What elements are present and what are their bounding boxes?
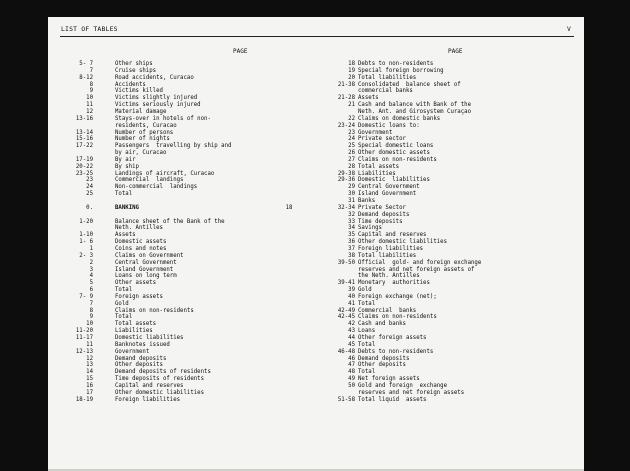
table-title: Total [115,191,133,198]
table-number: 15-16 [75,136,93,143]
table-title: Island Government [358,191,417,198]
table-number: 13 [86,362,93,369]
table-number: 33 [348,218,355,225]
table-number: 10 [86,321,93,328]
table-title: Gold [358,287,372,294]
table-number: 39-41 [337,280,355,287]
table-number: 23 [348,129,355,136]
toc-row [321,397,581,404]
table-title: Total liquid assets [358,396,427,403]
table-title: Cash and balance with Bank of the [358,102,471,109]
table-number: 42-45 [337,314,355,321]
table-title: Time deposits [358,218,403,225]
left-page-column-header: PAGE [233,48,248,55]
table-number: 48 [348,369,355,376]
table-title: Commercial banks [358,307,417,314]
table-number: 4 [89,273,93,280]
table-number: 21 [348,102,355,109]
table-number: 2 [89,259,93,266]
table-title: Gold [115,300,129,307]
table-title: Claims on non-residents [115,307,194,314]
header-rule [60,36,574,37]
table-number: 41 [348,300,355,307]
table-title: Island Government [115,266,174,273]
table-title: Total [115,314,133,321]
table-title: Road accidents, Curacao [115,74,194,81]
table-title: Other domestic liabilities [115,389,205,396]
table-title: BANKING [115,204,139,211]
table-title: Domestic liabilities [358,177,430,184]
table-number: 17-19 [75,156,93,163]
table-number: 12 [86,108,93,115]
table-number: 21-38 [337,81,355,88]
table-number: 32-34 [337,204,355,211]
table-title: Government [358,129,393,136]
table-number: 46 [348,355,355,362]
table-title: Non-commercial landings [115,184,198,191]
table-number: 11 [86,341,93,348]
table-title: Total assets [115,321,157,328]
table-title: Special domestic loans [358,143,434,150]
table-title: Other domestic assets [358,150,430,157]
table-title: Victims slightly injured [115,95,198,102]
toc-row [60,397,320,404]
table-number: 8 [89,81,93,88]
table-title: Claims on Government [115,252,184,259]
table-number: 50 [348,382,355,389]
table-number: 5 [89,280,93,287]
table-number: 3 [89,266,93,273]
table-title: reserves and net foreign assets [358,389,465,396]
right-page-column-header: PAGE [448,48,463,55]
table-number: 6 [89,287,93,294]
table-number: 29-36 [337,177,355,184]
table-number: 23-25 [75,170,93,177]
table-title: Debts to non-residents [358,61,434,67]
table-title: Balance sheet of the Bank of the [115,218,225,225]
table-title: residents, Curacao [115,122,177,129]
table-number: 51-58 [337,396,355,403]
table-number: 18-19 [75,396,93,403]
table-number: 24 [86,184,93,191]
table-title: Other foreign assets [358,335,427,341]
table-number: 44 [348,335,355,341]
table-title: Claims on non-residents [358,156,437,163]
table-title: Total liabilities [358,252,417,259]
table-title: Official gold- and foreign exchange [358,259,482,266]
table-number: 11-17 [75,335,93,341]
table-number: 1-20 [79,218,93,225]
table-number: 49 [348,376,355,383]
table-number: 1 [89,245,93,252]
table-title: Assets [115,232,136,239]
table-title: Other domestic liabilities [358,239,448,246]
table-number: 8-12 [79,74,93,81]
table-title: Stays-over in hotels of non- [115,115,211,122]
table-number: 46-48 [337,348,355,355]
table-title: Other assets [115,280,157,287]
table-title: Special foreign borrowing [358,67,444,74]
table-title: Accidents [115,81,146,88]
table-title: Savings [358,225,382,232]
table-title: Private sector [358,136,406,143]
table-number: 20-22 [75,163,93,170]
table-title: Monetary authorities [358,280,430,287]
table-title: Consolidated balance sheet of [358,81,461,88]
table-number: 7 [89,67,93,74]
table-title: Cruise ships [115,67,157,74]
table-number: 7- 9 [79,293,93,300]
table-title: Debts to non-residents [358,348,434,355]
table-number: 9 [89,88,93,95]
table-title: Time deposits of residents [115,376,205,383]
table-title: Other ships [115,61,153,67]
page-number: V [567,25,572,33]
table-title: Liabilities [358,170,396,177]
table-title: Total [358,300,376,307]
table-number: 17-22 [75,143,93,150]
table-title: Capital and reserves [115,382,184,389]
table-number: 9 [89,314,93,321]
table-title: Total [358,369,376,376]
table-number: 14 [86,369,93,376]
table-number: 20 [348,74,355,81]
table-title: Demand deposits [115,355,167,362]
table-number: 11-20 [75,328,93,335]
table-number: 25 [86,191,93,198]
table-number: 36 [348,239,355,246]
table-title: Neth. Antilles [115,225,163,232]
table-number: 8 [89,307,93,314]
table-number: 34 [348,225,355,232]
table-title: Number of nights [115,136,170,143]
table-number: 17 [86,389,93,396]
table-title: Demand deposits [358,211,410,218]
table-title: Net foreign assets [358,376,420,383]
table-title: Other deposits [358,362,406,369]
table-title: Total liabilities [358,74,417,81]
table-title: Total [358,341,376,348]
table-number: 30 [348,191,355,198]
table-number: 27 [348,156,355,163]
table-title: By ship [115,163,139,170]
table-title: Foreign liabilities [115,396,181,403]
table-number: 10 [86,95,93,102]
table-number: 18 [348,61,355,67]
table-title: Other deposits [115,362,163,369]
table-number: 28 [348,163,355,170]
running-header-title: LIST OF TABLES [61,25,118,33]
table-number: 16 [86,382,93,389]
table-title: Total assets [358,163,400,170]
table-number: 37 [348,245,355,252]
table-title: Foreign assets [115,293,163,300]
table-number: 23-24 [337,122,355,129]
table-title: Victims seriously injured [115,102,201,109]
table-number: 1- 6 [79,239,93,246]
table-number: 45 [348,341,355,348]
table-number: 24 [348,136,355,143]
table-title: reserves and net foreign assets of [358,266,475,273]
table-title: Claims on domestic banks [358,115,441,122]
table-title: Demand deposits [358,355,410,362]
table-title: Gold and foreign exchange [358,382,448,389]
table-number: 29 [348,184,355,191]
table-number: 2- 3 [79,252,93,259]
table-title: Victims killed [115,88,163,95]
table-title: Demand deposits of residents [115,369,211,376]
table-title: Government [115,348,150,355]
table-number: 39 [348,287,355,294]
table-number: 42-49 [337,307,355,314]
table-title: Domestic loans to: [358,122,420,129]
table-number: 0. [86,204,93,211]
table-number: 11 [86,102,93,109]
table-title: Claims on non-residents [358,314,437,321]
table-number: 5- 7 [79,61,93,67]
table-title: Total [115,287,133,294]
page-reference: 18 [285,204,293,211]
table-number: 31 [348,198,355,204]
table-number: 32 [348,211,355,218]
table-number: 25 [348,143,355,150]
table-title: Foreign liabilities [358,245,424,252]
table-title: Banks [358,198,376,204]
document-page [48,17,584,471]
table-title: Domestic assets [115,239,167,246]
table-number: 21-28 [337,95,355,102]
table-title: by air, Curacao [115,150,167,157]
table-number: 42 [348,321,355,328]
table-title: Banknotes issued [115,341,170,348]
table-title: Coins and notes [115,245,167,252]
table-number: 1-10 [79,232,93,239]
table-title: the Neth. Antilles [358,273,420,280]
table-number: 22 [348,115,355,122]
table-number: 12-13 [75,348,93,355]
table-title: Domestic liabilities [115,335,184,341]
table-title: Cash and banks [358,321,406,328]
table-title: Central Government [115,259,177,266]
table-number: 35 [348,232,355,239]
table-number: 13-14 [75,129,93,136]
table-number: 7 [89,300,93,307]
table-number: 19 [348,67,355,74]
table-title: By air [115,156,136,163]
table-number: 12 [86,355,93,362]
table-number: 39-50 [337,259,355,266]
table-title: Loans [358,328,376,335]
table-title: Central Government [358,184,420,191]
table-title: Loans on long term [115,273,177,280]
table-title: Liabilities [115,328,153,335]
table-title: Commercial landings [115,177,184,184]
table-title: Private Sector [358,204,406,211]
table-title: Number of persons [115,129,174,136]
table-number: 26 [348,150,355,157]
table-title: Material damage [115,108,167,115]
table-number: 15 [86,376,93,383]
table-number: 29-38 [337,170,355,177]
table-title: Assets [358,95,379,102]
table-title: Capital and reserves [358,232,427,239]
table-number: 13-16 [75,115,93,122]
table-title: Neth. Ant. and Girosystem Curaçao [358,108,471,115]
table-title: Foreign exchange (net); [358,293,437,300]
table-number: 38 [348,252,355,259]
table-title: Passengers travelling by ship and [115,143,232,150]
table-number: 40 [348,293,355,300]
table-number: 47 [348,362,355,369]
table-title: Landings of aircraft, Curacao [115,170,215,177]
table-title: commercial banks [358,88,413,95]
table-number: 43 [348,328,355,335]
table-number: 23 [86,177,93,184]
